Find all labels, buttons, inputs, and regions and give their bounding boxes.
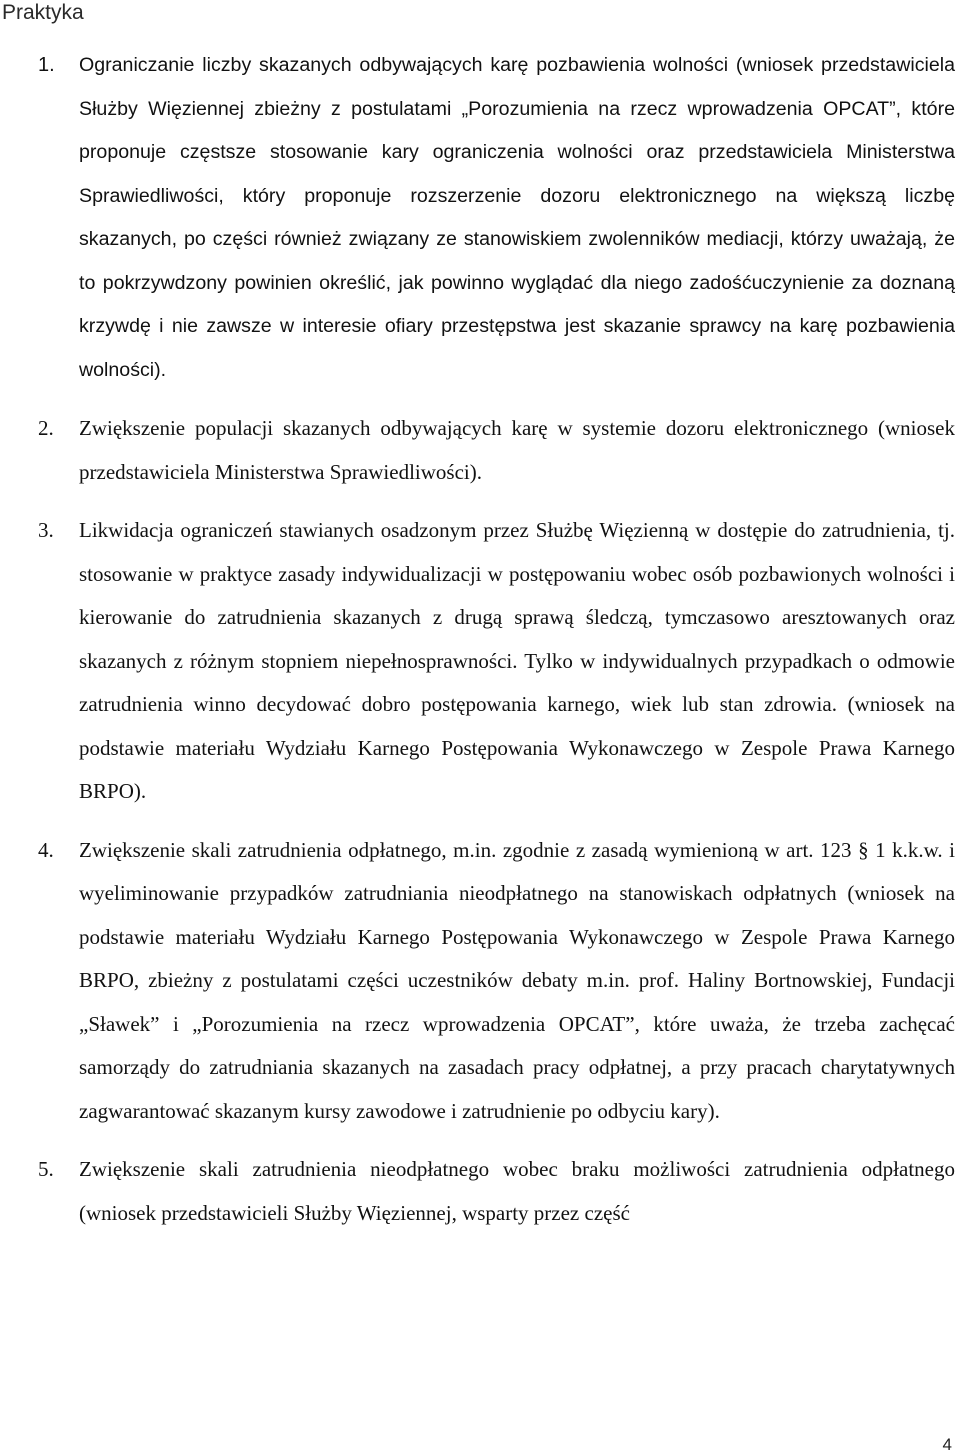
item-text: Zwiększenie skali zatrudnienia nieodpłatnego wobec braku możliwości zatrudnienia odpłatnego (wniosek przedstawicieli Służby Więziennej, wsparty przez część xyxy=(79,1157,955,1225)
list-item-4 xyxy=(0,829,960,1134)
item-number: 5. xyxy=(38,1157,54,1181)
page-number: 4 xyxy=(942,1435,952,1454)
numbered-list xyxy=(0,44,960,1250)
item-number: 3. xyxy=(38,518,54,542)
list-item-2 xyxy=(0,407,960,494)
list-item-3 xyxy=(0,509,960,814)
item-text: Likwidacja ograniczeń stawianych osadzonym przez Służbę Więzienną w dostępie do zatrudnienia, tj. stosowanie w praktyce zasady indywidualizacji w postępowaniu wobec osób pozbawionych wolności i kierowanie do zatrudnienia skazanych z drugą sprawą śledczą, tymczasowo aresztowanych oraz skazanych z różnym stopniem niepełnosprawności. Tylko w indywidualnych przypadkach o odmowie zatrudnienia winno decydować dobro postępowania karnego, wiek lub stan zdrowia. (wniosek na podstawie materiału Wydziału Karnego Postępowania Wykonawczego w Zespole Prawa Karnego BRPO). xyxy=(79,518,955,803)
item-text: Zwiększenie skali zatrudnienia odpłatnego, m.in. zgodnie z zasadą wymienioną w art. 123 § 1 k.k.w. i wyeliminowanie przypadków zatrudniania nieodpłatnego na stanowiskach odpłatnych (wniosek na podstawie materiału Wydziału Karnego Postępowania Wykonawczego w Zespole Prawa Karnego BRPO, zbieżny z postulatami części uczestników debaty m.in. prof. Haliny Bortnowskiej, Fundacji „Sławek” i „Porozumienia na rzecz wprowadzenia OPCAT”, które uważa, że trzeba zachęcać samorządy do zatrudniania skazanych na zasadach pracy odpłatnej, a przy pracach charytatywnych zagwarantować skazanym kursy zawodowe i zatrudnienie po odbyciu kary). xyxy=(79,837,955,1123)
item-number: 1. xyxy=(38,54,55,76)
list-item-1 xyxy=(0,44,960,392)
item-text: Ograniczanie liczby skazanych odbywających karę pozbawienia wolności (wniosek przedstawiciela Służby Więziennej zbieżny z postulatami „Porozumienia na rzecz wprowadzenia OPCAT”, które proponuje częstsze stosowanie kary ograniczenia wolności oraz przedstawiciela Ministerstwa Sprawiedliwości, który proponuje rozszerzenie dozoru elektronicznego na większą liczbę skazanych, po części również związany ze stanowiskiem zwolenników mediacji, którzy uważają, że to pokrzywdzony powinien określić, jak powinno wyglądać dla niego zadośćuczynienie za doznaną krzywdę i nie zawsze w interesie ofiary przestępstwa jest skazanie sprawcy na karę pozbawienia wolności). xyxy=(79,54,955,381)
list-item-5 xyxy=(0,1148,960,1235)
page-header: Praktyka xyxy=(2,1,84,24)
item-number: 2. xyxy=(38,416,54,440)
item-text: Zwiększenie populacji skazanych odbywających karę w systemie dozoru elektronicznego (wniosek przedstawiciela Ministerstwa Sprawiedliwości). xyxy=(79,416,955,484)
item-number: 4. xyxy=(38,837,54,862)
